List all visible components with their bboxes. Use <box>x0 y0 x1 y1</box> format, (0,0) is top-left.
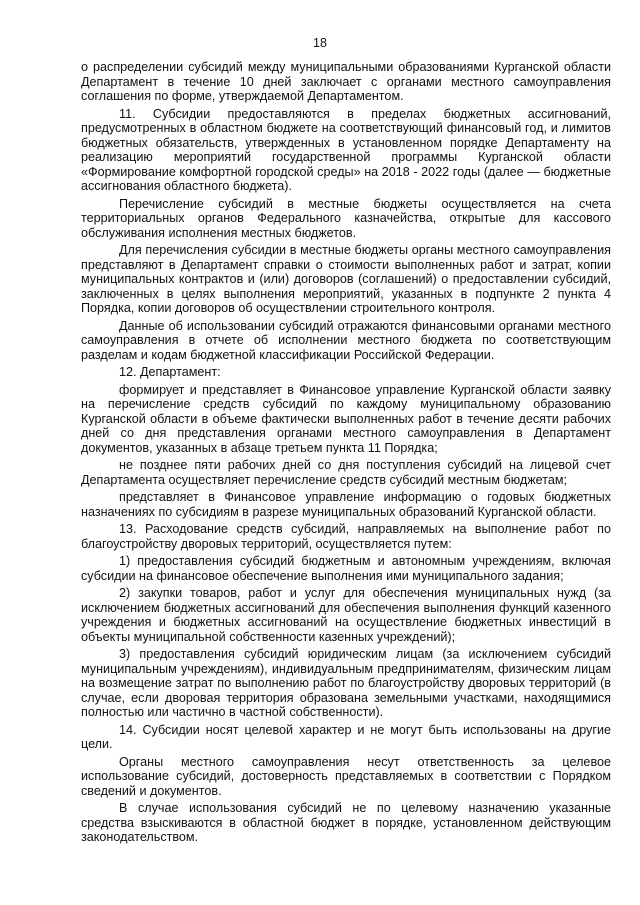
paragraph-clause-11: 11. Субсидии предоставляются в пределах бюджетных ассигнований, предусмотренных в областном бюджете на соответствующий финансовый год, и лимитов бюджетных обязательств, утвержденных в установленном порядке Департаменту на реализацию мероприятий государственной программы Курганской области «Формирование комфортной городской среды» на 2018 - 2022 годы (далее — бюджетные ассигнования областного бюджета). <box>81 106 611 193</box>
document-body <box>81 60 611 848</box>
paragraph-clause-13-2: 2) закупки товаров, работ и услуг для обеспечения муниципальных нужд (за исключением бюджетных ассигнований для обеспечения выполнения функций казенного учреждения и бюджетных ассигнований на осуществление бюджетных инвестиций в объекты муниципальной собственности казенных учреждений); <box>81 586 611 644</box>
paragraph-clause-14: 14. Субсидии носят целевой характер и не могут быть использованы на другие цели. <box>81 722 611 751</box>
paragraph-clause-13-1: 1) предоставления субсидий бюджетным и автономным учреждениям, включая субсидии на финансовое обеспечение выполнения ими муниципального задания; <box>81 554 611 583</box>
paragraph-clause-12-b: не позднее пяти рабочих дней со дня поступления субсидий на лицевой счет Департамента осуществляет перечисление средств субсидий местным бюджетам; <box>81 458 611 487</box>
page-number: 18 <box>313 36 327 50</box>
paragraph-clause-13: 13. Расходование средств субсидий, направляемых на выполнение работ по благоустройству дворовых территорий, осуществляется путем: <box>81 522 611 551</box>
paragraph-clause-13-3: 3) предоставления субсидий юридическим лицам (за исключением субсидий муниципальным учреждениям), индивидуальным предпринимателям, физическим лицам на возмещение затрат по выполнению работ по благоустройству дворовых территорий (в случае, если дворовая территория образована земельными участками, находящимися полностью или частично в частной собственности). <box>81 647 611 719</box>
paragraph-continuation: о распределении субсидий между муниципальными образованиями Курганской области Департамент в течение 10 дней заключает с органами местного самоуправления соглашения по форме, утверждаемой Департаментом. <box>81 60 611 103</box>
paragraph-misuse: В случае использования субсидий не по целевому назначению указанные средства взыскиваются в областной бюджет в порядке, установленном действующим законодательством. <box>81 801 611 844</box>
paragraph-responsibility: Органы местного самоуправления несут ответственность за целевое использование субсидий, достоверность представляемых в соответствии с Порядком сведений и документов. <box>81 754 611 798</box>
paragraph-clause-12-a: формирует и представляет в Финансовое управление Курганской области заявку на перечисление средств субсидий по каждому муниципальному образованию Курганской области в объеме фактически выполненных работ в течение десяти рабочих дней со дня представления органами местного самоуправления в Департамент документов, указанных в абзаце третьем пункта 11 Порядка; <box>81 382 611 455</box>
paragraph-reporting: Данные об использовании субсидий отражаются финансовыми органами местного самоуправления в отчете об исполнении местного бюджета по соответствующим разделам и кодам бюджетной классификации Российской Федерации. <box>81 318 611 362</box>
paragraph-clause-12: 12. Департамент: <box>119 365 221 379</box>
paragraph-clause-12-c: представляет в Финансовое управление информацию о годовых бюджетных назначениях по субсидиям в разрезе муниципальных образований Курганской области. <box>81 490 611 519</box>
paragraph-documents: Для перечисления субсидии в местные бюджеты органы местного самоуправления представляют в Департамент справки о стоимости выполненных работ и затрат, копии муниципальных контрактов и (или) договоров (соглашений) о предоставлении субсидий, заключенных в целях выполнения мероприятий, указанных в подпункте 2 пункта 4 Порядка, копии договоров об осуществлении строительного контроля. <box>81 243 611 315</box>
paragraph-transfer: Перечисление субсидий в местные бюджеты осуществляется на счета территориальных органов Федерального казначейства, открытые для кассового обслуживания исполнения местных бюджетов. <box>81 196 611 240</box>
